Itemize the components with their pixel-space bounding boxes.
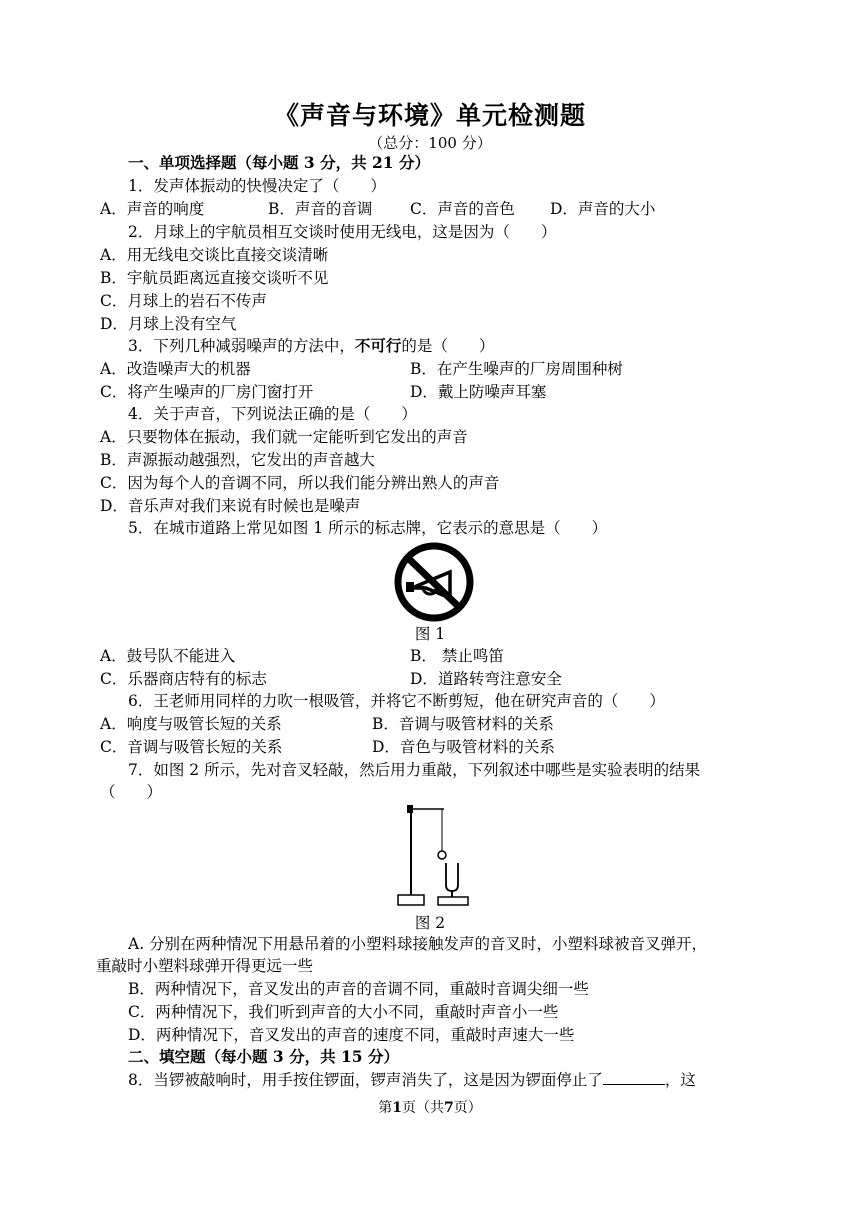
q7-option-b: B．两种情况下，音叉发出的声音的音调不同，重敲时音调尖细一些: [128, 980, 589, 998]
q3-option-c: C．将产生噪声的厂房门窗打开: [100, 383, 314, 401]
q4-option-c: C．因为每个人的音调不同，所以我们能分辨出熟人的声音: [100, 474, 500, 492]
section-heading-fill: 二、填空题（每小题 3 分，共 15 分）: [128, 1047, 399, 1066]
q8-answer-blank: [603, 1070, 665, 1085]
q1-option-c: C．声音的音色: [410, 200, 515, 218]
q7-option-a-line2: 重敲时小塑料球弹开得更远一些: [96, 957, 314, 975]
q7-option-c: C．两种情况下，我们听到声音的大小不同，重敲时声音小一些: [128, 1003, 559, 1021]
q6-option-a: A．响度与吸管长短的关系: [100, 715, 282, 733]
question-1-stem: 1．发声体振动的快慢决定了（ ）: [128, 177, 386, 195]
footer-page-number: 1: [392, 1100, 402, 1116]
question-4-stem: 4．关于声音，下列说法正确的是（ ）: [128, 405, 417, 423]
q5-option-b: B． 禁止鸣笛: [410, 647, 504, 665]
footer-pre: 第: [378, 1100, 393, 1116]
question-5-stem: 5．在城市道路上常见如图 1 所示的标志牌，它表示的意思是（ ）: [128, 519, 608, 537]
q1-option-d: D．声音的大小: [550, 200, 656, 218]
question-8-stem: [128, 1070, 696, 1090]
question-7-stem: 7．如图 2 所示，先对音叉轻敲，然后用力重敲，下列叙述中哪些是实验表明的结果: [128, 761, 701, 779]
question-6-stem: 6．王老师用同样的力吹一根吸管，并将它不断剪短，他在研究声音的（ ）: [128, 692, 665, 710]
q8-stem-post: ，这: [664, 1071, 696, 1089]
q7-option-d: D．两种情况下，音叉发出的声音的速度不同，重敲时声速大一些: [128, 1026, 575, 1044]
section-heading-choice: 一、单项选择题（每小题 3 分，共 21 分）: [128, 153, 430, 172]
q7-option-a-line1: A. 分别在两种情况下用悬吊着的小塑料球接触发声的音叉时，小塑料球被音叉弹开，: [128, 935, 708, 953]
q8-stem-pre: 8．当锣被敲响时，用手按住锣面，锣声消失了，这是因为锣面停止了: [128, 1071, 603, 1089]
figure-2-caption: 图 2: [414, 914, 446, 932]
page-title: 《声音与环境》单元检测题: [273, 101, 586, 130]
page-subtitle: （总分：100 分）: [368, 134, 492, 152]
footer-total-pages: 7: [444, 1100, 454, 1116]
q1-option-b: B．声音的音调: [268, 200, 373, 218]
q3-stem-post: 的是（ ）: [401, 337, 495, 355]
question-2-stem: 2．月球上的宇航员相互交谈时使用无线电，这是因为（ ）: [128, 223, 557, 241]
q6-option-c: C．音调与吸管长短的关系: [100, 738, 283, 756]
page-footer: [0, 1097, 860, 1117]
q3-option-a: A．改造噪声大的机器: [100, 360, 251, 378]
q3-stem-emphasis: 不可行: [354, 336, 402, 355]
q2-option-c: C．月球上的岩石不传声: [100, 292, 267, 310]
question-7-stem-cont: （ ）: [100, 783, 163, 801]
q3-option-d: D．戴上防噪声耳塞: [410, 383, 547, 401]
no-horn-sign-icon: [392, 542, 476, 622]
q6-option-d: D．音色与吸管材料的关系: [372, 738, 555, 756]
q3-option-b: B．在产生噪声的厂房周围种树: [410, 360, 623, 378]
q1-option-a: A．声音的响度: [100, 200, 205, 218]
q4-option-d: D．音乐声对我们来说有时候也是噪声: [100, 497, 361, 515]
q3-stem-pre: 3．下列几种减弱噪声的方法中，: [128, 337, 355, 355]
q5-option-d: D．道路转弯注意安全: [410, 670, 562, 688]
footer-post: 页）: [453, 1100, 482, 1116]
footer-mid: 页（共: [402, 1100, 444, 1116]
q2-option-d: D．月球上没有空气: [100, 315, 237, 333]
figure-1-caption: 图 1: [414, 625, 446, 643]
q5-option-c: C．乐器商店特有的标志: [100, 670, 267, 688]
q2-option-a: A．用无线电交谈比直接交谈清晰: [100, 246, 329, 264]
q2-option-b: B．宇航员距离远直接交谈听不见: [100, 269, 329, 287]
q4-option-a: A．只要物体在振动，我们就一定能听到它发出的声音: [100, 428, 468, 446]
question-3-stem: [128, 336, 494, 356]
q6-option-b: B．音调与吸管材料的关系: [372, 715, 554, 733]
tuning-fork-apparatus-icon: [392, 803, 476, 911]
q5-option-a: A．鼓号队不能进入: [100, 647, 236, 665]
q4-option-b: B．声源振动越强烈，它发出的声音越大: [100, 451, 375, 469]
